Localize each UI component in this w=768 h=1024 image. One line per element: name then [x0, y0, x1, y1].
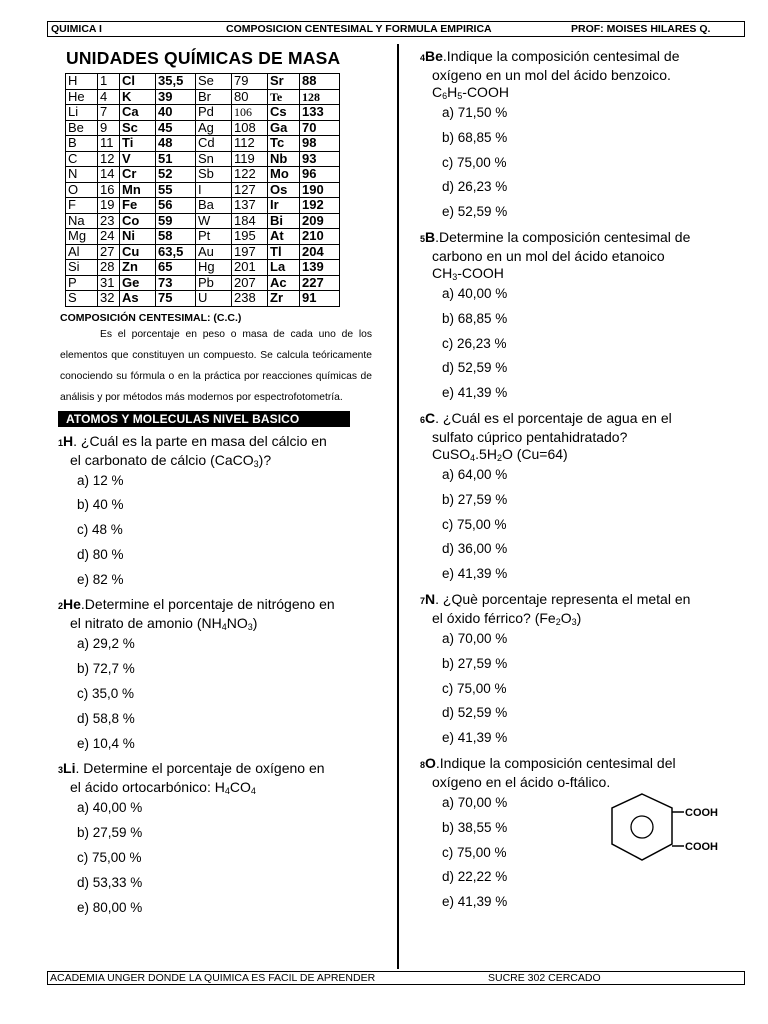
- atomic-mass: 210: [300, 229, 340, 245]
- element-symbol: B: [66, 136, 98, 152]
- answer-option: a) 71,50 %: [442, 105, 508, 120]
- question-text: .Determine el porcentaje de nitrógeno en: [80, 596, 335, 613]
- subscript: 4: [470, 452, 476, 463]
- element-symbol: Os: [268, 182, 300, 198]
- atomic-mass: 31: [98, 275, 120, 291]
- formula-part: -COOH: [462, 84, 509, 100]
- question-text: el óxido férrico? (Fe: [432, 609, 556, 626]
- element-symbol: Ga: [268, 120, 300, 136]
- question-number: 3: [58, 765, 64, 776]
- answer-option: a) 12 %: [77, 472, 124, 488]
- subscript: 4: [224, 786, 230, 797]
- atomic-mass: 12: [98, 151, 120, 167]
- footer-address: SUCRE 302 CERCADO: [488, 972, 601, 984]
- element-symbol: Ni: [120, 229, 156, 245]
- answer-option: a) 70,00 %: [442, 630, 508, 646]
- element-symbol: Sc: [120, 120, 156, 136]
- answer-option: e) 82 %: [77, 571, 124, 587]
- atomic-mass: 137: [232, 198, 268, 214]
- atomic-mass: 98: [300, 136, 340, 152]
- question-3: [58, 760, 370, 920]
- element-symbol: Be: [66, 120, 98, 136]
- element-symbol: He: [66, 89, 98, 105]
- question-number: 8: [420, 759, 426, 770]
- left-column: [58, 44, 370, 920]
- atomic-mass: 16: [98, 182, 120, 198]
- element-symbol: Tl: [268, 244, 300, 260]
- formula-part: .5H: [475, 445, 497, 462]
- question-2: [420, 229, 725, 406]
- atomic-mass-row: [66, 89, 340, 105]
- atomic-mass-row: [66, 198, 340, 214]
- answer-option: d) 80 %: [77, 546, 124, 562]
- section-banner: ATOMOS Y MOLECULAS NIVEL BASICO: [58, 411, 350, 427]
- answer-option: e) 41,39 %: [442, 385, 508, 401]
- question-text-cont: [420, 610, 725, 627]
- element-symbol: W: [196, 213, 232, 229]
- atomic-mass: 128: [300, 89, 340, 105]
- answer-option: b) 40 %: [77, 497, 124, 513]
- benzene-ring: [612, 794, 672, 860]
- element-symbol: H: [66, 74, 98, 90]
- question-number: 6: [420, 414, 426, 425]
- atomic-mass: 59: [156, 213, 196, 229]
- page-footer: [47, 971, 745, 985]
- element-symbol: Ca: [120, 105, 156, 121]
- element-symbol: La: [268, 260, 300, 276]
- question-2: [58, 596, 370, 756]
- atomic-mass: 238: [232, 291, 268, 307]
- question-stem: [420, 410, 725, 463]
- question-number: 5: [420, 233, 426, 244]
- atomic-mass: 133: [300, 105, 340, 121]
- question-stem: [420, 48, 725, 101]
- element-symbol: Co: [120, 213, 156, 229]
- element-symbol: S: [66, 291, 98, 307]
- question-text: . ¿Cuál es la parte en masa del cálcio en: [73, 432, 327, 449]
- formula-part: O: [560, 609, 572, 626]
- element-symbol: Ba: [196, 198, 232, 214]
- answer-option: c) 48 %: [77, 522, 123, 538]
- aromatic-circle: [631, 816, 653, 838]
- question-formula: [420, 265, 725, 282]
- question-text: el ácido ortocarbónico: H: [70, 779, 225, 796]
- header-topic: COMPOSICION CENTESIMAL Y FORMULA EMPIRICA: [226, 23, 492, 35]
- subscript: 2: [555, 616, 561, 627]
- answer-option: a) 70,00 %: [442, 794, 508, 810]
- question-text: oxígeno en un mol del ácido benzoico.: [432, 67, 671, 83]
- answer-option: d) 53,33 %: [77, 874, 143, 890]
- question-text-cont: [58, 615, 370, 632]
- subscript: 3: [253, 458, 259, 469]
- element-symbol: Br: [196, 89, 232, 105]
- atomic-mass: 28: [98, 260, 120, 276]
- atomic-mass: 39: [156, 89, 196, 105]
- subscript: 4: [250, 786, 256, 797]
- answer-option: e) 41,39 %: [442, 566, 508, 582]
- atomic-mass-row: [66, 291, 340, 307]
- question-text: oxígeno en el ácido o-ftálico.: [432, 773, 611, 790]
- formula-part: O (Cu=64): [501, 445, 568, 462]
- answer-option: e) 41,39 %: [442, 894, 508, 910]
- element-symbol: Pd: [196, 105, 232, 121]
- element-symbol: O: [66, 182, 98, 198]
- element-symbol: Mo: [268, 167, 300, 183]
- question-text-cont: [420, 774, 725, 791]
- question-symbol: Be: [425, 48, 443, 64]
- question-symbol: H: [63, 432, 74, 449]
- answer-option: d) 36,00 %: [442, 541, 508, 557]
- question-stem: [420, 229, 725, 282]
- atomic-mass: 32: [98, 291, 120, 307]
- formula-part: -COOH: [457, 264, 504, 281]
- atomic-mass: 24: [98, 229, 120, 245]
- element-symbol: K: [120, 89, 156, 105]
- element-symbol: Cu: [120, 244, 156, 260]
- formula-part: CO: [229, 779, 251, 796]
- element-symbol: Si: [66, 260, 98, 276]
- formula-part: NO: [226, 615, 248, 632]
- question-symbol: He: [63, 596, 81, 613]
- question-text: el carbonato de cálcio (CaCO: [70, 451, 254, 468]
- element-symbol: As: [120, 291, 156, 307]
- question-stem: [58, 433, 370, 469]
- question-symbol: N: [425, 590, 436, 607]
- answer-option: c) 75,00 %: [442, 516, 507, 532]
- atomic-mass: 48: [156, 136, 196, 152]
- atomic-mass: 73: [156, 275, 196, 291]
- question-formula: [420, 84, 725, 101]
- answer-option: e) 41,39 %: [442, 730, 508, 746]
- answer-option: b) 68,85 %: [442, 129, 508, 145]
- atomic-mass: 190: [300, 182, 340, 198]
- element-symbol: C: [66, 151, 98, 167]
- element-symbol: Te: [268, 89, 300, 105]
- question-symbol: O: [425, 754, 436, 771]
- element-symbol: Mn: [120, 182, 156, 198]
- atomic-mass: 93: [300, 151, 340, 167]
- atomic-mass-row: [66, 213, 340, 229]
- subscript: 3: [571, 616, 577, 627]
- header-course: QUIMICA I: [51, 23, 102, 35]
- element-symbol: Ac: [268, 275, 300, 291]
- footer-academy: ACADEMIA UNGER DONDE LA QUIMICA ES FACIL DE APRENDER: [50, 972, 376, 984]
- question-symbol: Li: [63, 760, 76, 777]
- cc-body: [60, 324, 372, 408]
- question-stem: [58, 760, 370, 796]
- question-text: .Indique la composición centesimal de: [442, 48, 680, 64]
- element-symbol: Ge: [120, 275, 156, 291]
- atomic-mass: 35,5: [156, 74, 196, 90]
- atomic-mass: 51: [156, 151, 196, 167]
- element-symbol: Li: [66, 105, 98, 121]
- atomic-mass-row: [66, 260, 340, 276]
- atomic-mass: 4: [98, 89, 120, 105]
- atomic-mass: 201: [232, 260, 268, 276]
- atomic-mass-row: [66, 229, 340, 245]
- atomic-mass: 139: [300, 260, 340, 276]
- element-symbol: Pt: [196, 229, 232, 245]
- atomic-mass: 58: [156, 229, 196, 245]
- atomic-mass: 56: [156, 198, 196, 214]
- questions-right: [420, 48, 725, 915]
- atomic-mass: 23: [98, 213, 120, 229]
- question-1: [58, 433, 370, 593]
- column-divider: [397, 44, 399, 969]
- answer-option: b) 27,59 %: [442, 655, 508, 671]
- phthalic-acid-structure: [608, 790, 758, 870]
- question-text: carbono en un mol del ácido etanoico: [432, 247, 665, 264]
- question-number: 1: [58, 437, 64, 448]
- page-header: [47, 21, 745, 37]
- element-symbol: F: [66, 198, 98, 214]
- atomic-mass: 27: [98, 244, 120, 260]
- element-symbol: Cs: [268, 105, 300, 121]
- question-text-cont: [58, 452, 370, 469]
- element-symbol: Sn: [196, 151, 232, 167]
- answer-option: d) 22,22 %: [442, 869, 508, 885]
- atomic-mass: 204: [300, 244, 340, 260]
- atomic-mass-row: [66, 105, 340, 121]
- element-symbol: P: [66, 275, 98, 291]
- atomic-mass-row: [66, 275, 340, 291]
- element-symbol: Al: [66, 244, 98, 260]
- element-symbol: Mg: [66, 229, 98, 245]
- atomic-mass: 88: [300, 74, 340, 90]
- question-text: . ¿Cuál es el porcentaje de agua en el: [435, 409, 672, 426]
- formula-part: CuSO: [432, 445, 471, 462]
- element-symbol: Pb: [196, 275, 232, 291]
- element-symbol: Cd: [196, 136, 232, 152]
- atomic-mass: 63,5: [156, 244, 196, 260]
- atomic-mass-row: [66, 74, 340, 90]
- question-text: sulfato cúprico pentahidratado?: [432, 428, 628, 445]
- element-symbol: Na: [66, 213, 98, 229]
- formula-part: H: [447, 84, 458, 100]
- element-symbol: Cr: [120, 167, 156, 183]
- answer-option: b) 27,59 %: [442, 491, 508, 507]
- units-title: UNIDADES QUÍMICAS DE MASA: [66, 48, 341, 68]
- atomic-mass: 122: [232, 167, 268, 183]
- atomic-mass: 1: [98, 74, 120, 90]
- cc-body-text: Es el porcentaje en peso o masa de cada uno de los elementos que constituyen un compuesto. Se calcula teóricamente conociendo su fórmula o en la práctica por reacciones químicas de análisis y por métodos más modernos por espectrofotometría.: [60, 328, 372, 403]
- atomic-mass-table: [65, 73, 340, 307]
- element-symbol: Zn: [120, 260, 156, 276]
- answer-option: c) 26,23 %: [442, 335, 507, 351]
- atomic-mass: 106: [232, 105, 268, 121]
- atomic-mass: 19: [98, 198, 120, 214]
- atomic-mass: 127: [232, 182, 268, 198]
- element-symbol: Ti: [120, 136, 156, 152]
- answer-option: d) 52,59 %: [442, 360, 508, 376]
- atomic-mass: 112: [232, 136, 268, 152]
- formula-part: )?: [258, 451, 272, 468]
- formula-part: ): [576, 609, 582, 626]
- element-symbol: Bi: [268, 213, 300, 229]
- element-symbol: Hg: [196, 260, 232, 276]
- subscript: 6: [442, 91, 448, 101]
- element-symbol: U: [196, 291, 232, 307]
- atomic-mass: 207: [232, 275, 268, 291]
- answer-option: b) 27,59 %: [77, 825, 143, 841]
- subscript: 3: [247, 622, 253, 633]
- answer-option: e) 80,00 %: [77, 899, 143, 915]
- answer-option: a) 40,00 %: [77, 800, 143, 816]
- atomic-mass: 192: [300, 198, 340, 214]
- element-symbol: Cl: [120, 74, 156, 90]
- question-number: 4: [420, 53, 426, 63]
- element-symbol: Se: [196, 74, 232, 90]
- header-teacher: PROF: MOISES HILARES Q.: [571, 23, 711, 35]
- cc-title: COMPOSICIÓN CENTESIMAL: (C.C.): [60, 311, 242, 324]
- question-text-cont: [420, 429, 725, 446]
- questions-left: [58, 433, 370, 921]
- element-symbol: Au: [196, 244, 232, 260]
- atomic-mass-row: [66, 136, 340, 152]
- question-stem: [58, 596, 370, 632]
- question-3: [420, 410, 725, 587]
- question-number: 2: [58, 601, 64, 612]
- atomic-mass: 209: [300, 213, 340, 229]
- subscript: 5: [457, 91, 463, 101]
- question-symbol: C: [425, 409, 436, 426]
- atomic-mass: 119: [232, 151, 268, 167]
- element-symbol: Ag: [196, 120, 232, 136]
- question-stem: [420, 591, 725, 627]
- element-symbol: V: [120, 151, 156, 167]
- atomic-mass: 195: [232, 229, 268, 245]
- atomic-mass: 80: [232, 89, 268, 105]
- question-text-cont: [58, 779, 370, 796]
- atomic-mass: 70: [300, 120, 340, 136]
- atomic-mass: 9: [98, 120, 120, 136]
- atomic-mass: 55: [156, 182, 196, 198]
- answer-option: c) 75,00 %: [442, 844, 507, 860]
- element-symbol: Ir: [268, 198, 300, 214]
- atomic-mass: 96: [300, 167, 340, 183]
- atomic-mass: 45: [156, 120, 196, 136]
- atomic-mass-row: [66, 244, 340, 260]
- question-text: . ¿Què porcentaje representa el metal en: [435, 590, 691, 607]
- atomic-mass-row: [66, 182, 340, 198]
- answer-option: d) 58,8 %: [77, 710, 135, 726]
- atomic-mass: 11: [98, 136, 120, 152]
- question-text: . Determine el porcentaje de oxígeno en: [75, 760, 325, 777]
- question-formula: [420, 446, 725, 463]
- question-number: 7: [420, 595, 426, 606]
- formula-part: CH: [432, 264, 453, 281]
- element-symbol: Zr: [268, 291, 300, 307]
- formula-part: ): [252, 615, 258, 632]
- answer-option: e) 10,4 %: [77, 735, 135, 751]
- atomic-mass-row: [66, 120, 340, 136]
- answer-option: e) 52,59 %: [442, 204, 508, 220]
- question-text: .Determine la composición centesimal de: [435, 228, 691, 245]
- answer-option: c) 35,0 %: [77, 686, 135, 702]
- question-stem: [420, 755, 725, 791]
- atomic-mass-row: [66, 167, 340, 183]
- answer-option: a) 64,00 %: [442, 466, 508, 482]
- element-symbol: Fe: [120, 198, 156, 214]
- cooh-top-label: COOH: [685, 807, 718, 819]
- answer-option: c) 75,00 %: [442, 154, 507, 170]
- element-symbol: Sr: [268, 74, 300, 90]
- formula-part: C: [432, 84, 443, 100]
- subscript: 2: [496, 452, 502, 463]
- question-text-cont: [420, 248, 725, 265]
- question-symbol: B: [425, 228, 436, 245]
- answer-option: a) 29,2 %: [77, 636, 135, 652]
- question-text: el nitrato de amonio (NH: [70, 615, 222, 632]
- atomic-mass: 227: [300, 275, 340, 291]
- question-4: [420, 591, 725, 751]
- atomic-mass: 75: [156, 291, 196, 307]
- answer-option: d) 26,23 %: [442, 179, 508, 195]
- element-symbol: I: [196, 182, 232, 198]
- atomic-mass-row: [66, 151, 340, 167]
- element-symbol: N: [66, 167, 98, 183]
- question-text-cont: [420, 67, 725, 84]
- element-symbol: Tc: [268, 136, 300, 152]
- atomic-mass: 65: [156, 260, 196, 276]
- atomic-mass: 40: [156, 105, 196, 121]
- subscript: 4: [221, 622, 227, 633]
- answer-option: b) 38,55 %: [442, 819, 508, 835]
- answer-option: c) 75,00 %: [442, 680, 507, 696]
- atomic-mass: 108: [232, 120, 268, 136]
- atomic-mass: 14: [98, 167, 120, 183]
- element-symbol: Sb: [196, 167, 232, 183]
- answer-option: a) 40,00 %: [442, 285, 508, 301]
- subscript: 3: [452, 271, 458, 282]
- right-column: [420, 44, 725, 915]
- atomic-mass: 79: [232, 74, 268, 90]
- atomic-mass: 91: [300, 291, 340, 307]
- atomic-mass: 197: [232, 244, 268, 260]
- answer-option: c) 75,00 %: [77, 850, 142, 866]
- atomic-mass: 184: [232, 213, 268, 229]
- question-text: .Indique la composición centesimal del: [435, 754, 676, 771]
- question-1: [420, 48, 725, 225]
- answer-option: d) 52,59 %: [442, 705, 508, 721]
- atomic-mass: 7: [98, 105, 120, 121]
- atomic-mass: 52: [156, 167, 196, 183]
- element-symbol: At: [268, 229, 300, 245]
- element-symbol: Nb: [268, 151, 300, 167]
- answer-option: b) 72,7 %: [77, 661, 135, 677]
- cooh-bottom-label: COOH: [685, 841, 718, 853]
- answer-option: b) 68,85 %: [442, 310, 508, 326]
